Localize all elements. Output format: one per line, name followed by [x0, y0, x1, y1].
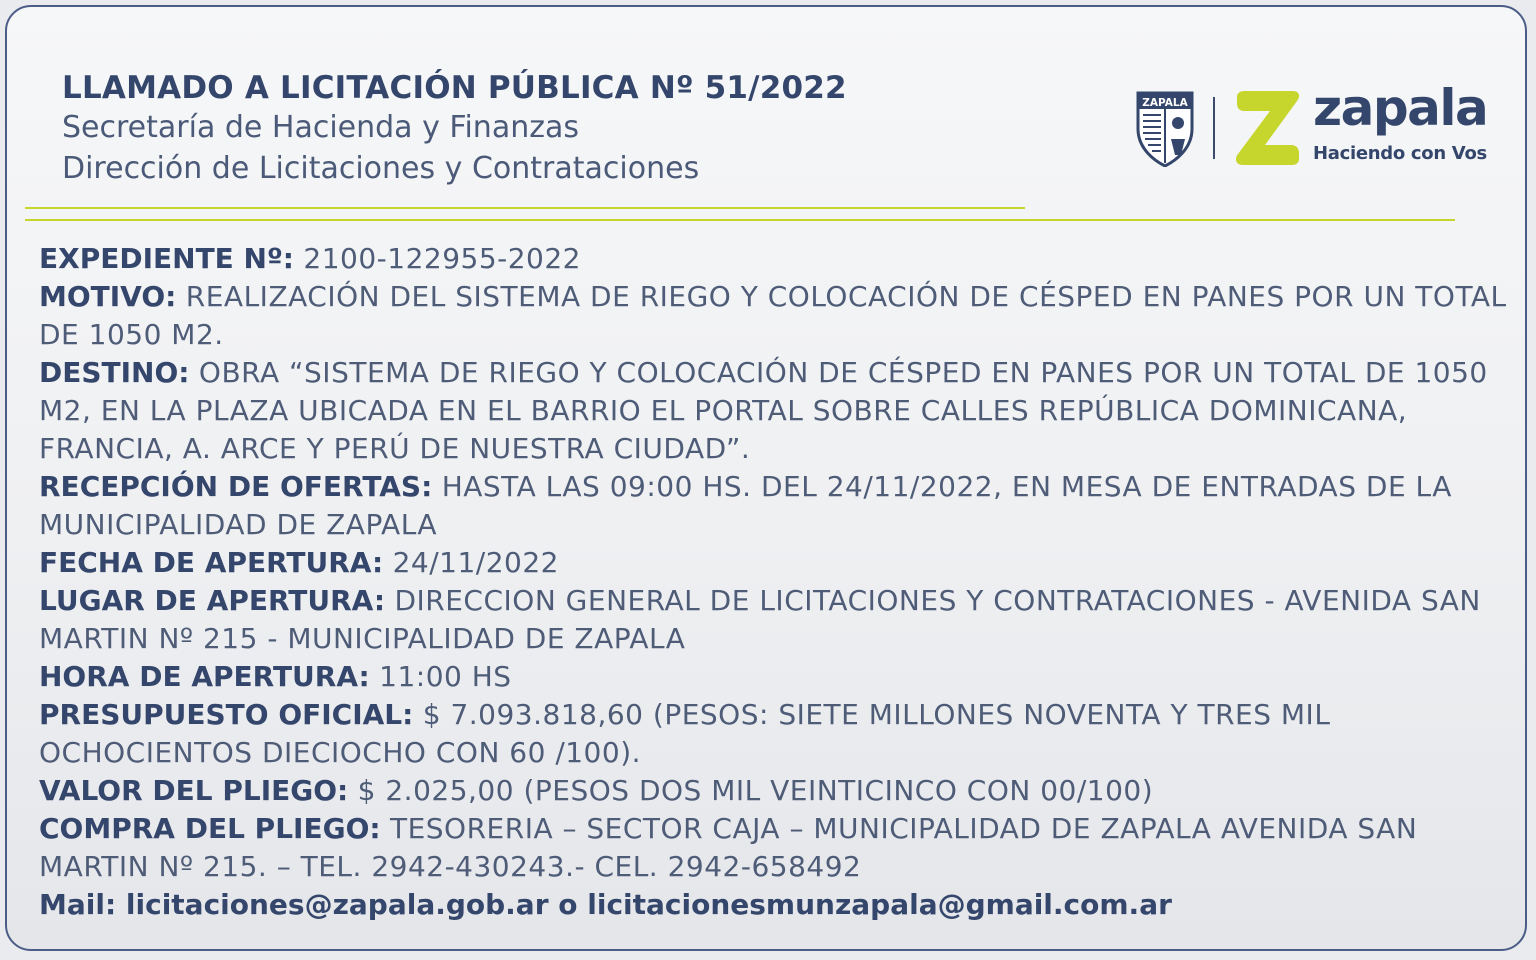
field-value: REALIZACIÓN DEL SISTEMA DE RIEGO Y COLOCACIÓN DE CÉSPED EN PANES POR UN TOTAL DE 1050 M2. — [39, 280, 1507, 351]
field-recepcion-ofertas — [39, 468, 1509, 544]
field-presupuesto-oficial — [39, 696, 1509, 772]
logo-divider — [1213, 97, 1215, 159]
notice-card — [5, 5, 1527, 951]
shield-text: ZAPALA — [1142, 97, 1188, 109]
field-compra-pliego — [39, 810, 1509, 886]
notice-body — [39, 240, 1509, 924]
secretaria-subtitle: Secretaría de Hacienda y Finanzas — [62, 110, 579, 145]
field-value: HASTA LAS 09:00 HS. DEL 24/11/2022, EN MESA DE ENTRADAS DE LA MUNICIPALIDAD DE ZAPALA — [39, 470, 1452, 541]
direccion-subtitle: Dirección de Licitaciones y Contrataciones — [62, 151, 700, 186]
field-fecha-apertura — [39, 544, 1509, 582]
logos-group — [1135, 79, 1495, 169]
field-label: RECEPCIÓN DE OFERTAS: — [39, 470, 433, 503]
zapala-shield-icon — [1135, 89, 1195, 167]
field-value: TESORERIA – SECTOR CAJA – MUNICIPALIDAD DE ZAPALA AVENIDA SAN MARTIN Nº 215. – TEL. 2942-430243.- CEL. 2942-658492 — [39, 812, 1418, 883]
field-value: 11:00 HS — [379, 660, 512, 693]
field-label: PRESUPUESTO OFICIAL: — [39, 698, 414, 731]
notice-title: LLAMADO A LICITACIÓN PÚBLICA Nº 51/2022 — [62, 70, 847, 106]
field-value: DIRECCION GENERAL DE LICITACIONES Y CONTRATACIONES - AVENIDA SAN MARTIN Nº 215 - MUNICIPALIDAD DE ZAPALA — [39, 584, 1481, 655]
field-value: 24/11/2022 — [392, 546, 559, 579]
field-label: DESTINO: — [39, 356, 190, 389]
notice-header — [62, 69, 847, 189]
header-rule-long — [25, 219, 1455, 221]
field-value: $ 2.025,00 (PESOS DOS MIL VEINTICINCO CON 00/100) — [357, 774, 1154, 807]
field-label: COMPRA DEL PLIEGO: — [39, 812, 381, 845]
contact-mail: Mail: licitaciones@zapala.gob.ar o licitacionesmunzapala@gmail.com.ar — [39, 888, 1172, 921]
field-value: OBRA “SISTEMA DE RIEGO Y COLOCACIÓN DE CÉSPED EN PANES POR UN TOTAL DE 1050 M2, EN LA PLAZA UBICADA EN EL BARRIO EL PORTAL SOBRE CALLES REPÚBLICA DOMINICANA, FRANCIA, A. ARCE Y PERÚ DE NUESTRA CIUDAD”. — [39, 356, 1488, 465]
field-motivo — [39, 278, 1509, 354]
field-label: VALOR DEL PLIEGO: — [39, 774, 349, 807]
field-value: 2100-122955-2022 — [303, 242, 581, 275]
field-expediente — [39, 240, 1509, 278]
field-value: $ 7.093.818,60 (PESOS: SIETE MILLONES NOVENTA Y TRES MIL OCHOCIENTOS DIECIOCHO CON 60 /100). — [39, 698, 1331, 769]
field-label: LUGAR DE APERTURA: — [39, 584, 386, 617]
field-destino — [39, 354, 1509, 468]
field-label: MOTIVO: — [39, 280, 177, 313]
zapala-z-logo-icon — [1231, 87, 1303, 169]
field-lugar-apertura — [39, 582, 1509, 658]
brand-name: zapala — [1313, 79, 1488, 137]
field-valor-pliego — [39, 772, 1509, 810]
field-label: HORA DE APERTURA: — [39, 660, 370, 693]
field-label: EXPEDIENTE Nº: — [39, 242, 294, 275]
field-label: FECHA DE APERTURA: — [39, 546, 384, 579]
field-hora-apertura — [39, 658, 1509, 696]
brand-tagline: Haciendo con Vos — [1313, 143, 1487, 164]
header-rule-short — [25, 207, 1025, 209]
